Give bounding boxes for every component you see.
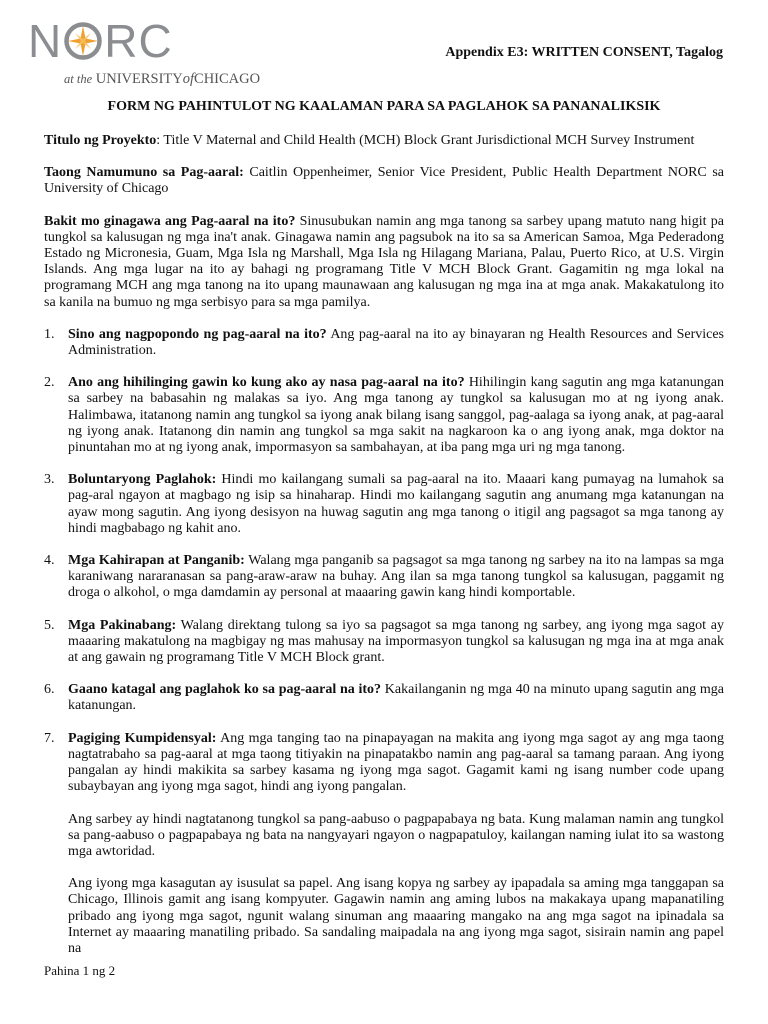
item-label: Mga Pakinabang: (68, 617, 177, 633)
list-item (44, 327, 724, 359)
list-item (44, 472, 724, 537)
item-text: Walang mga panganib sa pagsagot sa mga tanong ng sarbey na ito na lampas sa mga karaniwang nararanasan sa pang-araw-araw na buhay. Ang ilan sa mga tanong tungkol sa kalusugan, paggamit ng droga o alkohol, o mga damdamin ay personal at maaaring gawin kang hindi komportable. (68, 553, 724, 601)
item-label: Boluntaryong Paglahok: (68, 472, 217, 488)
list-item (44, 375, 724, 456)
item-label: Mga Kahirapan at Panganib: (68, 553, 245, 569)
list-item (44, 553, 724, 602)
logo-of: of (182, 71, 195, 87)
item-number: 4. (44, 553, 55, 569)
item-number: 1. (44, 326, 55, 342)
project-label: Titulo ng Proyekto (44, 133, 157, 148)
item-text: Ang mga tanging tao na pinapayagan na makita ang iyong mga sagot ay ang mga taong nagtatrabaho sa pag-aaral at mga taong titiyakin na pinapatakbo namin ang pag-aaral sa tamang paraan. Ang iyong pangalan ay hindi makikita sa sarbey kasama ng iyong mga sagot. Gagamit kami ng isang number code upang subaybayan ang iyong mga sagot, hindi ang iyong pangalan. (68, 730, 725, 795)
lead-label: Taong Namumuno sa Pag-aaral: (44, 165, 244, 181)
item-text: Ang pag-aaral na ito ay binayaran ng Health Resources and Services Administration. (68, 326, 724, 359)
form-title: FORM NG PAHINTULOT NG KAALAMAN PARA SA PAGLAHOK SA PANANALIKSIK (107, 99, 661, 114)
consent-sections-list (44, 327, 724, 796)
item-text: Kakailanganin ng mga 40 na minuto upang sagutin ang mga katanungan. (68, 682, 725, 714)
document-body (44, 133, 724, 973)
item-label: Gaano katagal ang paglahok ko sa pag-aaral na ito? (68, 682, 382, 698)
logo-chicago: CHICAGO (194, 71, 261, 87)
logo-star-o-icon (63, 21, 103, 61)
logo-wordmark (28, 15, 173, 67)
item-number: 3. (44, 472, 55, 488)
item-number: 5. (44, 617, 55, 633)
project-text: : Title V Maternal and Child Health (MCH) Block Grant Jurisdictional MCH Survey Instrument (156, 133, 695, 148)
item-number: 7. (44, 730, 55, 746)
page-number-footer: Pahina 1 ng 2 (44, 963, 116, 978)
project-title-line (44, 133, 724, 149)
abuse-reporting-paragraph: Ang sarbey ay hindi nagtatanong tungkol sa pang-aabuso o pagpapabaya ng bata. Kung malaman namin ang tungkol sa pang-aabuso o pagpapabaya ng bata na nangyayari ngayon o nagpapatuloy, kailangan naming iulat ito sa wastong mga awtoridad. (68, 811, 724, 859)
logo-university: UNIVERSITY (95, 71, 183, 87)
item-label: Sino ang nagpopondo ng pag-aaral na ito? (68, 326, 327, 342)
appendix-heading: Appendix E3: WRITTEN CONSENT, Tagalog (445, 45, 723, 60)
study-lead-line (44, 165, 724, 197)
data-privacy-paragraph: Ang iyong mga kasagutan ay isusulat sa papel. Ang isang kopya ng sarbey ay ipapadala sa aming mga tanggapan sa Chicago, Illinois gamit ang isang kompyuter. Gagawin namin ang aming lubos na makakaya upang mapanatiling pribado ang iyong mga sagot, ngunit walang sinuman ang maaaring mangako na ang mga sagot na ipinadala sa Internet ay maaaring manatiling pribado. Sa sandaling maipadala na ang iyong mga sagot, sisirain namin ang papel na (68, 876, 724, 956)
why-paragraph (44, 214, 724, 311)
list-item (44, 618, 724, 667)
why-label: Bakit mo ginagawa ang Pag-aaral na ito? (44, 213, 296, 229)
logo-letter-n: N (28, 15, 63, 67)
logo-letters-rc: RC (104, 15, 173, 67)
lead-text: Caitlin Oppenheimer, Senior Vice President, Public Health Department NORC sa University of Chicago (44, 165, 724, 197)
logo-at-the: at the (64, 72, 93, 86)
item-label: Ano ang hihilinging gawin ko kung ako ay nasa pag-aaral na ito? (68, 375, 465, 391)
item-text: Walang direktang tulong sa iyo sa pagsagot sa mga tanong ng sarbey, ang iyong mga sagot ay maaaring makatulong na magbigay ng mas mahusay na impormasyon tungkol sa kalusugan ng mga ina at mga anak at ang gawain ng programang Title V MCH Block grant. (68, 617, 724, 666)
item-number: 2. (44, 375, 55, 391)
item-text: Hihilingin kang sagutin ang mga katanungan sa sarbey na babasahin ng malakas sa iyo. Ang mga tanong ay tungkol sa kalusugan mo at ng iyong anak. Halimbawa, itatanong namin ang tungkol sa iyong anak bilang isang sanggol, pag-aalaga sa iyong anak, at pag-aaral ng iyong anak. Itatanong din namin ang tungkol sa mga sakit na nagkaroon ka o ang iyong anak, mga doktor na pinuntahan mo at ng iyong anak, impormasyon sa sambahayan, at iba pang mga uri ng mga tanong. (68, 375, 725, 456)
item-label: Pagiging Kumpidensyal: (68, 730, 217, 746)
list-item (44, 731, 724, 796)
logo-subtitle (64, 70, 260, 88)
list-item (44, 682, 724, 714)
why-text: Sinusubukan namin ang mga tanong sa sarbey upang matuto nang higit pa tungkol sa kalusugan ng mga ina't anak. Ginagawa namin ang pagsubok na ito sa sa American Samoa, Mga Pederadong Estado ng Micronesia, Guam, Mga Isla ng Marshall, Mga Isla ng Hilagang Mariana, Palau, Puerto Rico, at U.S. Virgin Islands. Ang mga lugar na ito ay bahagi ng programang Title V MCH Block Grant. Gagamitin ng mga lokal na programang MCH ang mga tanong na ito upang maunawaan ang kalusugan ng mga ina at mga anak. Makakatulong ito sa kanila na bumuo ng mga serbisyo para sa mga pamilya. (44, 213, 724, 310)
item-text: Hindi mo kailangang sumali sa pag-aaral na ito. Maaari kang pumayag na lumahok sa pag-aral ngayon at magbago ng isip sa hinaharap. Hindi mo kailangang sagutin ang anumang mga katanungan na ayaw mong sagutin. Ang iyong desisyon na huwag sagutin ang mga tanong o itigil ang pagsagot sa mga tanong ay hindi magbabago ng kahit ano. (68, 472, 724, 536)
norc-logo (28, 15, 261, 94)
item-number: 6. (44, 682, 55, 698)
